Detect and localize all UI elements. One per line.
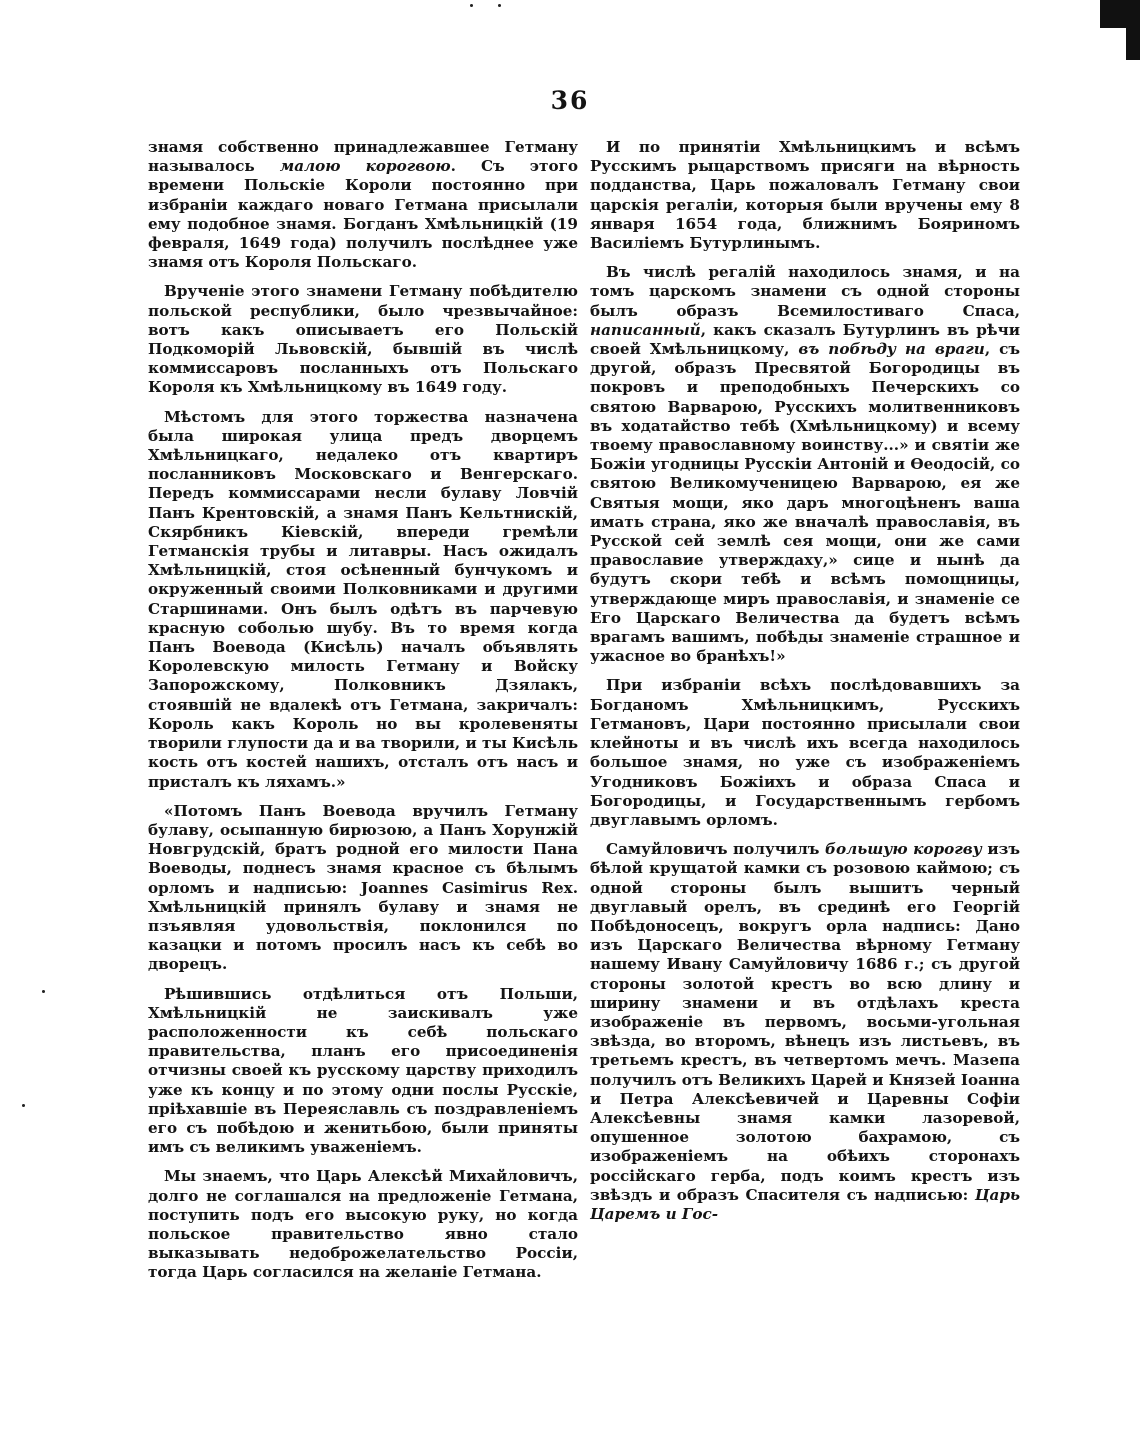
paragraph: И по принятіи Хмѣльницкимъ и всѣмъ Русскимъ рыцарствомъ присяги на вѣрность подданства, Царь пожаловалъ Гетману свои царскія регаліи, которыя были вручены ему 8 января 1654 года, ближнимъ Бояриномъ Василіемъ Бутурлинымъ. bbox=[590, 138, 1020, 253]
scan-speck bbox=[470, 4, 473, 7]
italic-phrase: написанный bbox=[590, 320, 701, 339]
text-run: изъ бѣлой крущатой камки съ розовою каймою; съ одной стороны былъ вышитъ черный двуглавый орелъ, въ срединѣ его Георгій Побѣдоносецъ, вокругъ орла надпись: Дано изъ Царскаго Величества вѣрному Гетману нашему Ивану Самуйловичу 1686 г.; съ другой стороны золотой крестъ во всю длину и ширину знамени и въ отдѣлахъ креста изображеніе въ первомъ, восьми-угольная звѣзда, во второмъ, вѣнецъ изъ листьевъ, въ третьемъ крестъ, въ четвертомъ мечъ. Мазепа получилъ отъ Великихъ Царей и Князей Іоанна и Петра Алексѣевичей и Царевны Софіи Алексѣевны знамя камки лазоревой, опушенное золотою бахрамою, съ изображеніемъ на обѣихъ сторонахъ россійскаго герба, подъ коимъ крестъ изъ звѣздъ и образъ Спасителя съ надписью: bbox=[590, 840, 1020, 1204]
italic-phrase: Царь Царемъ и Гос- bbox=[590, 1185, 1020, 1223]
right-column bbox=[590, 138, 1020, 1234]
left-column bbox=[148, 138, 578, 1293]
italic-phrase: въ побѣду на враги bbox=[798, 340, 985, 359]
text-run: знамя собственно принадлежавшее Гетману называлось bbox=[148, 138, 578, 176]
italic-phrase: малою корогвою bbox=[279, 157, 451, 176]
scan-speck bbox=[22, 1104, 25, 1107]
italic-phrase: большую корогву bbox=[824, 840, 982, 859]
paragraph: «Потомъ Панъ Воевода вручилъ Гетману булаву, осыпанную бирюзою, а Панъ Хорунжій Новгрудскій, братъ родной его милости Пана Воеводы, поднесъ знамя красное съ бѣлымъ орломъ и надписью: Joannes Casimirus Rex. Хмѣльницкій принялъ булаву и знамя не пзъявляя удовольствія, поклонился по казацки и потомъ просилъ насъ къ себѣ во дворецъ. bbox=[148, 801, 578, 974]
text-run: Въ числѣ регалій находилось знамя, и на томъ царскомъ знамени съ одной стороны былъ образъ Всемилостиваго Спаса, bbox=[590, 263, 1020, 320]
text-run: . Съ этого времени Польскіе Короли постоянно при избраніи каждаго новаго Гетмана присылали ему подобное знамя. Богданъ Хмѣльницкій (19 февраля, 1649 года) получилъ послѣднее уже знамя отъ Короля Польскаго. bbox=[148, 157, 579, 272]
text-run: , какъ сказалъ Бутурлинъ въ рѣчи своей Хмѣльницкому, bbox=[590, 320, 1020, 359]
paragraph bbox=[148, 138, 578, 272]
page-number: 36 bbox=[550, 86, 590, 115]
paragraph bbox=[590, 263, 1020, 666]
text-run: , съ другой, образъ Пресвятой Богородицы въ покровъ и преподобныхъ Печерскихъ со святою Варварою, Русскихъ молитвенниковъ въ ходатайство тебѣ (Хмѣльницкому) и всему твоему православному воинству...» и святіи же Божіи угодницы Русскіи Антоній и Ѳеодосій, со святою Великомученицею Варварою, ея же Святыя мощи, яко даръ многоцѣненъ ваша имать страна, яко же вначалѣ православія, въ Русской сей землѣ сея мощи, они же сами православие утверждаху,» сице и нынѣ да будутъ скори тебѣ и всѣмъ помощницы, утверждающе миръ православія, и знаменіе се Его Царскаго Величества да будетъ всѣмъ врагамъ вашимъ, побѣды знаменіе страшное и ужасное во бранѣхъ!» bbox=[590, 340, 1020, 666]
paragraph: Мы знаемъ, что Царь Алексѣй Михайловичъ, долго не соглашался на предложеніе Гетмана, поступить подъ его высокую руку, но когда польское правительство явно стало выказывать недоброжелательство Россіи, тогда Царь согласился на желаніе Гетмана. bbox=[148, 1167, 578, 1282]
paragraph: Рѣшившись отдѣлиться отъ Польши, Хмѣльницкій не заискивалъ уже расположенности къ себѣ польскаго правительства, планъ его присоединенія отчизны своей къ русскому царству приходилъ уже къ концу и по этому одни послы Русскіе, пріѣхавшіе въ Переяславль съ поздравленіемъ его съ побѣдою и женитьбою, были приняты имъ съ великимъ уваженіемъ. bbox=[148, 984, 578, 1157]
scan-speck bbox=[498, 4, 501, 7]
scan-speck bbox=[42, 990, 45, 993]
scan-corner-mark-stub bbox=[1126, 0, 1140, 60]
paragraph: Мѣстомъ для этого торжества назначена была широкая улица предъ дворцемъ Хмѣльницкаго, недалеко отъ квартиръ посланниковъ Московскаго и Венгерскаго. Передъ коммиссарами несли булаву Ловчій Панъ Крентовскій, а знамя Панъ Кельтнискій, Скярбникъ Кіевскій, впереди гремѣли Гетманскія трубы и литавры. Насъ ожидалъ Хмѣльницкій, стоя осѣненный бунчукомъ и окруженный своими Полковниками и другими Старшинами. Онъ былъ одѣтъ въ парчевую красную соболью шубу. Въ то время когда Панъ Воевода (Кисѣль) началъ объявлять Королевскую милость Гетману и Войску Запорожскому, Полковникъ Дзялакъ, стоявшій не вдалекѣ отъ Гетмана, закричалъ: Король какъ Король но вы кролевеняты творили глупости да и ва творили, и ты Кисѣль кость отъ костей нашихъ, отсталъ отъ насъ и присталъ къ ляхамъ.» bbox=[148, 407, 578, 791]
text-run: Самуйловичъ получилъ bbox=[606, 840, 825, 859]
paragraph: Врученіе этого знамени Гетману побѣдителю польской республики, было чрезвычайное: вотъ какъ описываетъ его Польскій Подкоморій Львовскій, бывшій въ числѣ коммиссаровъ посланныхъ отъ Польскаго Короля къ Хмѣльницкому въ 1649 году. bbox=[148, 282, 578, 397]
paragraph bbox=[590, 840, 1020, 1224]
paragraph: При избраніи всѣхъ послѣдовавшихъ за Богданомъ Хмѣльницкимъ, Русскихъ Гетмановъ, Цари постоянно присылали свои клейноты и въ числѣ ихъ всегда находилось большое знамя, но уже съ изображеніемъ Угодниковъ Божіихъ и образа Спаса и Богородицы, и Государственнымъ гербомъ двуглавымъ орломъ. bbox=[590, 676, 1020, 829]
